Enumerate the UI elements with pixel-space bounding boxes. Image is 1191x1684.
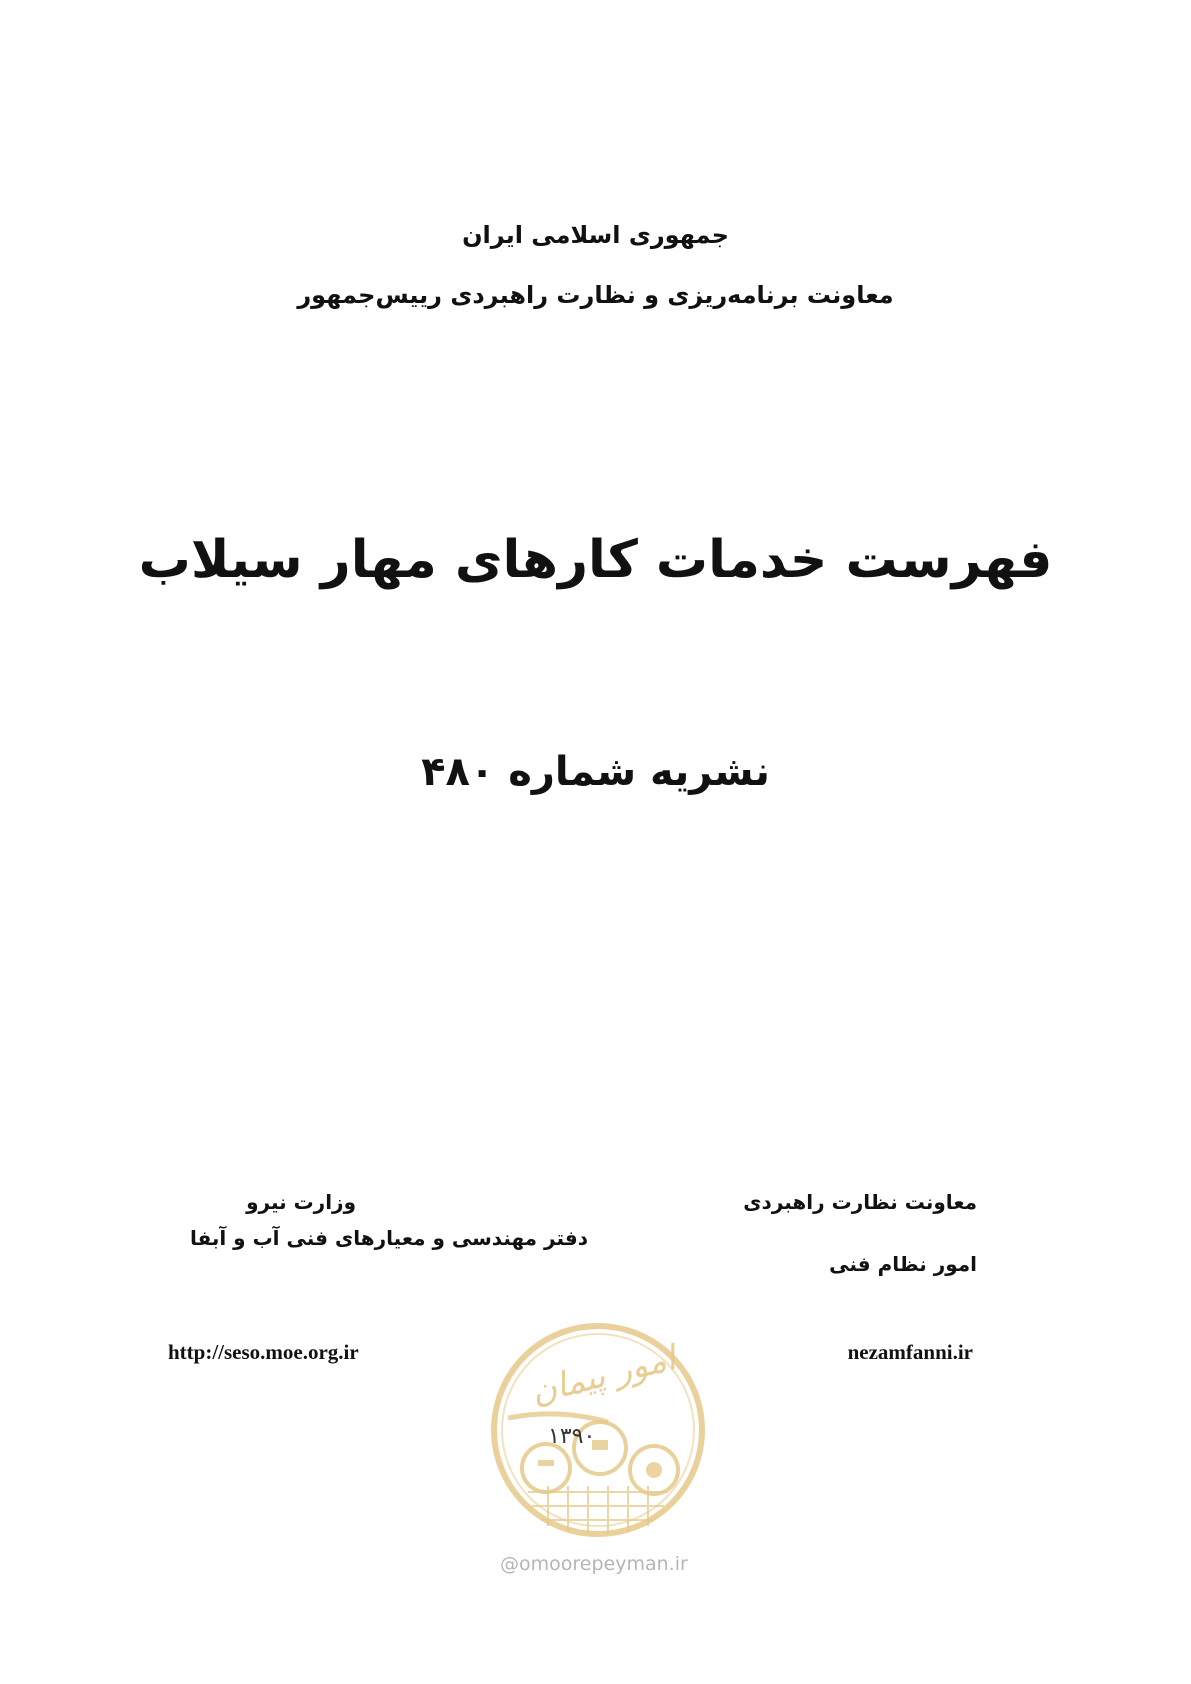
issuing-authority-header — [0, 205, 1191, 325]
right-authority-line1: معاونت نظارت راهبردی — [743, 1190, 977, 1214]
watermark-year: ۱۳۹۰ — [548, 1424, 596, 1449]
country-name: جمهوری اسلامی ایران — [462, 221, 729, 249]
right-column-authority — [637, 1190, 977, 1276]
publication-number: نشریه شماره ۴۸۰ — [421, 749, 770, 795]
watermark-emblem-text: امور پیمان — [527, 1338, 680, 1413]
ministry-website-link[interactable]: http://seso.moe.org.ir — [168, 1340, 359, 1364]
document-title: فهرست خدمات کارهای مهار سیلاب — [138, 530, 1053, 590]
left-authority-line1: وزارت نیرو — [246, 1190, 356, 1214]
right-authority-line2: امور نظام فنی — [829, 1252, 977, 1276]
left-authority-line2: دفتر مهندسی و معیارهای فنی آب و آبفا — [189, 1226, 588, 1250]
nezamfanni-website-link[interactable]: nezamfanni.ir — [847, 1340, 973, 1364]
watermark-caption: @omoorepeyman.ir — [500, 1553, 688, 1575]
omoorepeyman-watermark-logo — [488, 1320, 708, 1540]
issuing-office: معاونت برنامه‌ریزی و نظارت راهبردی رییس‌جمهور — [297, 281, 894, 309]
